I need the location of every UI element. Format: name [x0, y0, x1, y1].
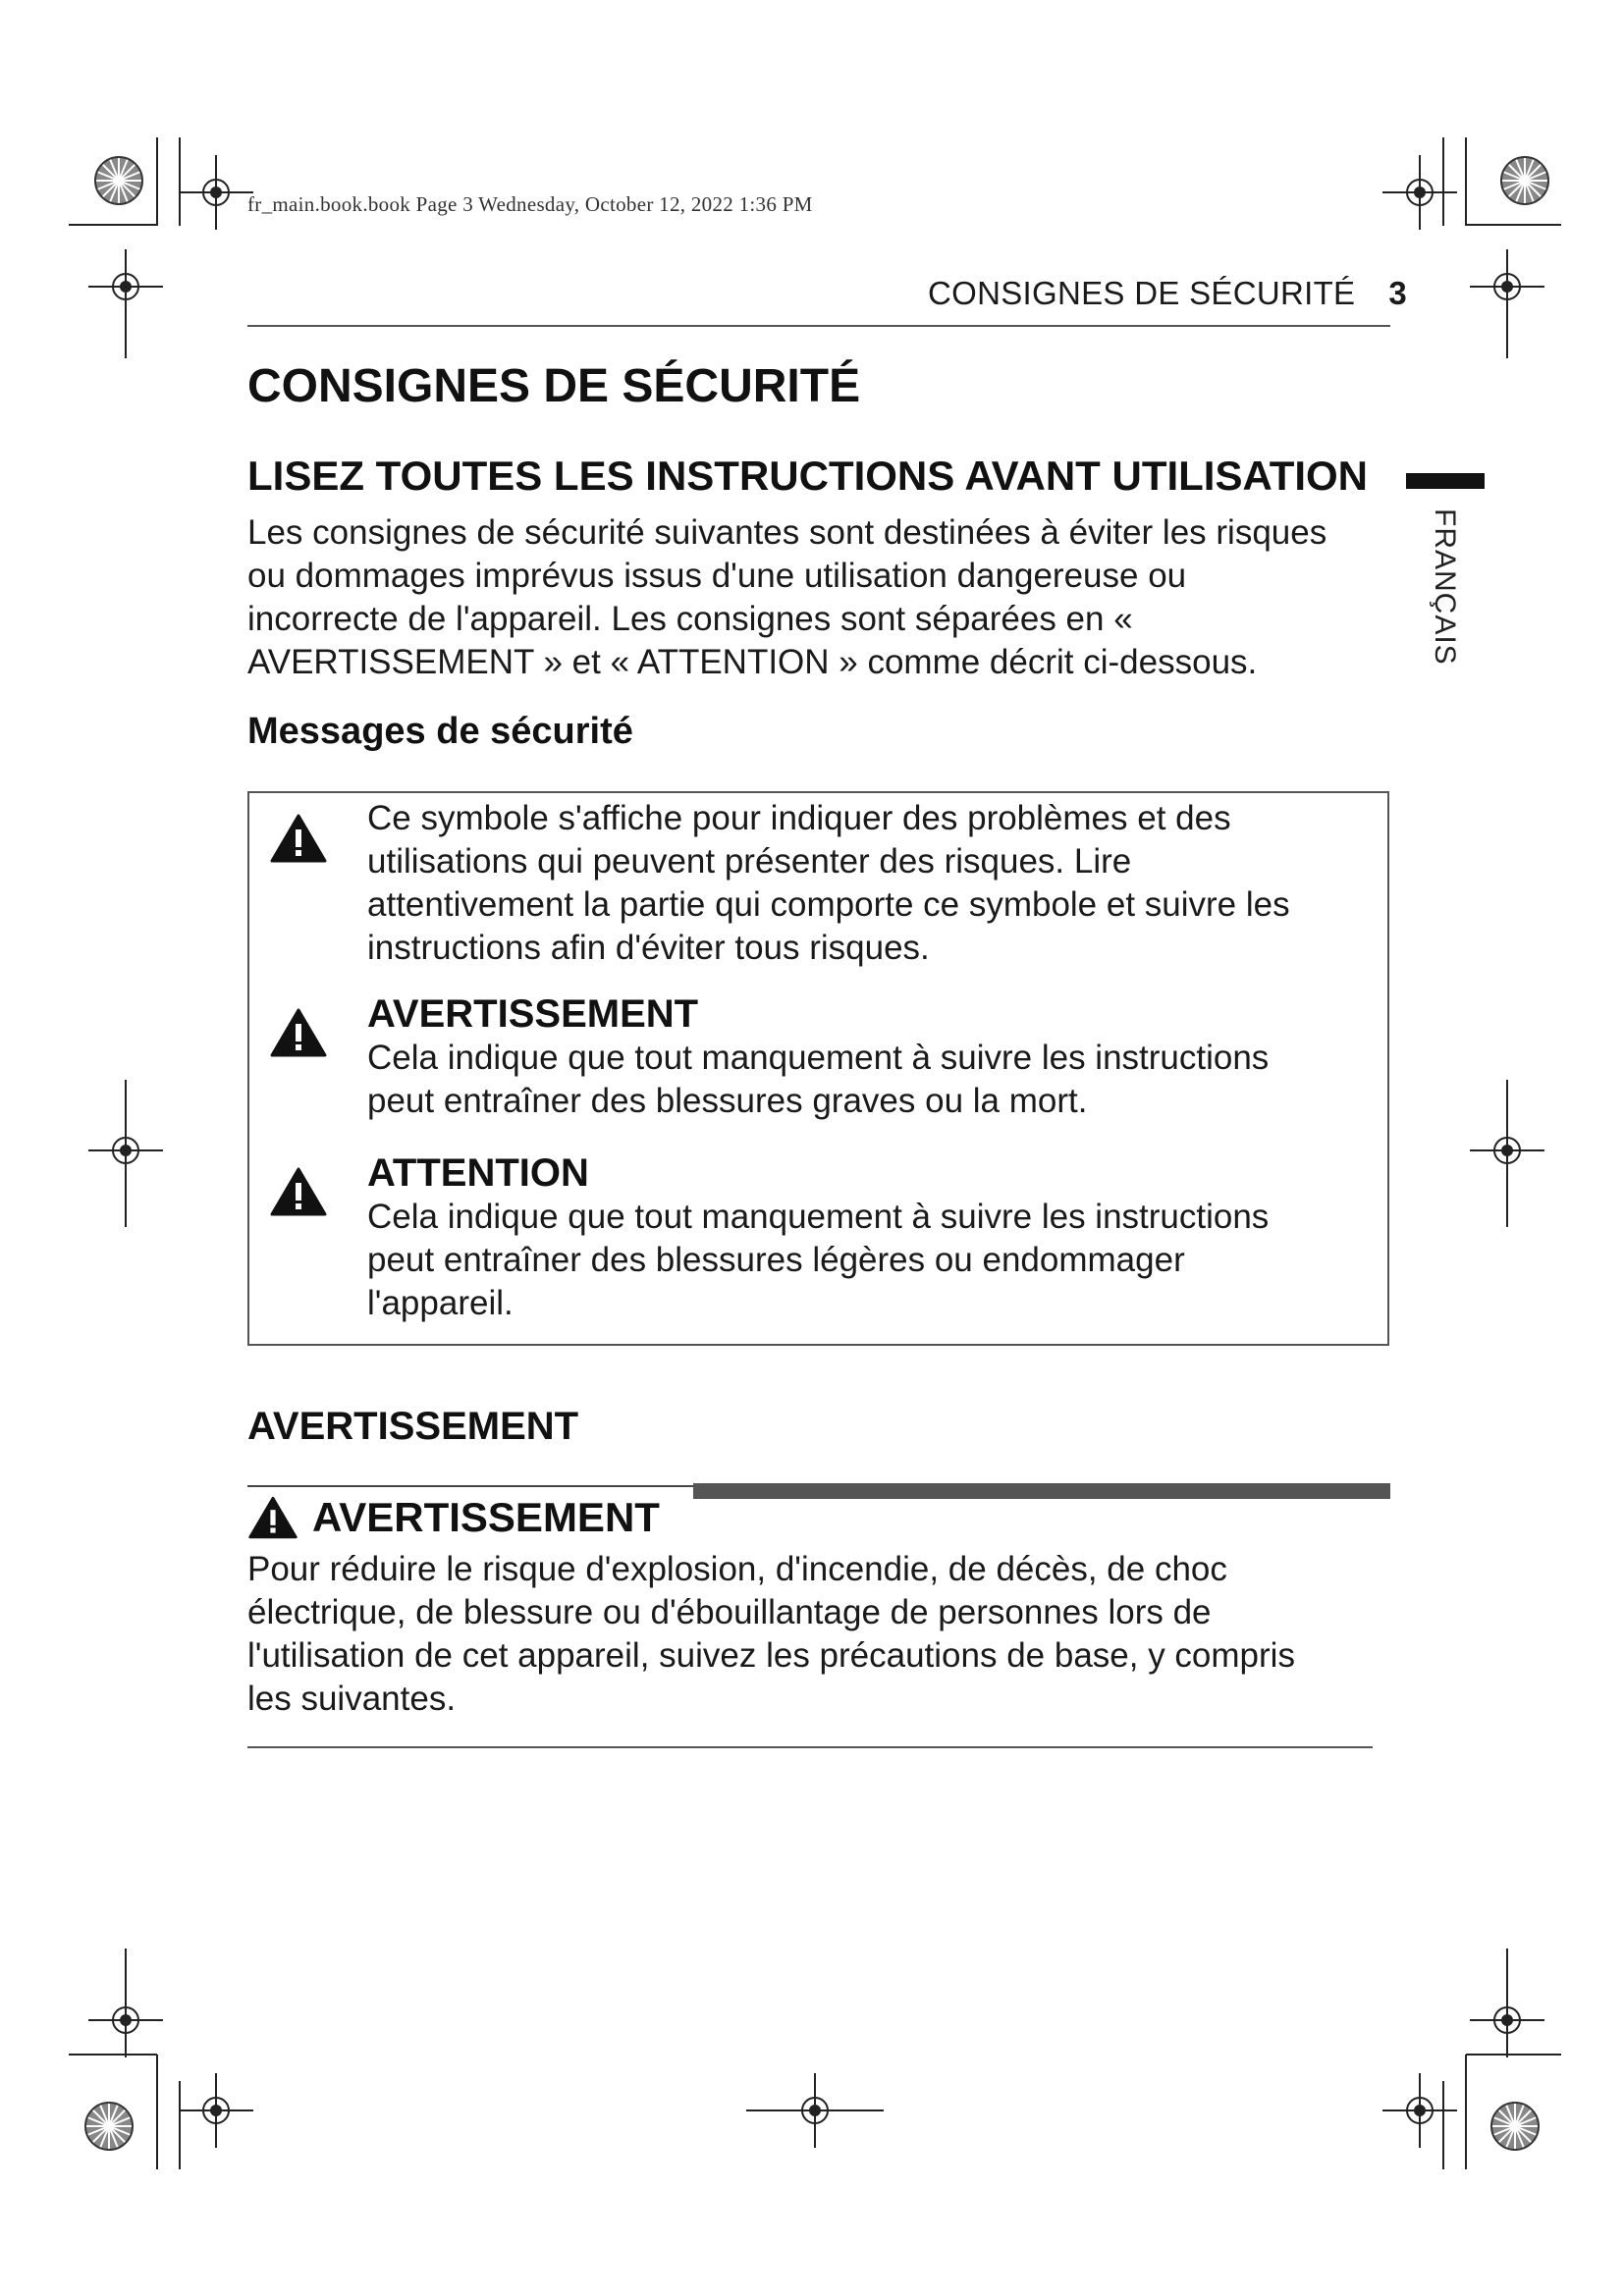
- language-tab-label: FRANÇAIS: [1429, 508, 1461, 666]
- symbol-description: [367, 797, 1290, 970]
- warning-triangle-icon: [269, 1166, 328, 1217]
- color-star-target-icon: [95, 157, 142, 204]
- registration-mark-icon: [179, 155, 253, 230]
- registration-mark-icon: [1382, 2073, 1457, 2148]
- warning-section-body: [247, 1548, 1396, 1721]
- warning-section-title: [247, 1494, 660, 1541]
- running-head-title: CONSIGNES DE SÉCURITÉ: [928, 275, 1356, 311]
- warning-triangle-icon: [269, 1007, 328, 1058]
- registration-mark-icon: [1382, 155, 1457, 230]
- intro-paragraph: [247, 511, 1396, 684]
- color-star-target-icon: [1501, 157, 1548, 204]
- page-number: 3: [1388, 275, 1408, 311]
- caution-line: Cela indique que tout manquement à suivre les instructions: [367, 1198, 1270, 1236]
- warning-line: Cela indique que tout manquement à suivre les instructions: [367, 1039, 1270, 1077]
- caution-definition: [367, 1150, 1269, 1325]
- warning-triangle-icon: [269, 813, 328, 864]
- intro-line: ou dommages imprévus issus d'une utilisation dangereuse ou: [247, 557, 1187, 595]
- warning-triangle-icon: [247, 1495, 298, 1540]
- caution-line: peut entraîner des blessures légères ou endommager: [367, 1241, 1185, 1279]
- header-rule: [247, 325, 1390, 327]
- registration-mark-icon: [179, 2073, 253, 2148]
- warning-body-line: électrique, de blessure ou d'ébouillantage de personnes lors de: [247, 1593, 1212, 1631]
- section-heading-messages: Messages de sécurité: [247, 711, 633, 752]
- warning-rule-thin: [247, 1485, 693, 1487]
- warning-definition: [367, 991, 1269, 1123]
- symbol-line: utilisations qui peuvent présenter des risques. Lire: [367, 842, 1132, 881]
- symbol-line: Ce symbole s'affiche pour indiquer des problèmes et des: [367, 799, 1231, 837]
- safety-messages-box: [247, 791, 1389, 1346]
- language-tab-bar: [1406, 473, 1485, 489]
- caution-label: ATTENTION: [367, 1151, 589, 1195]
- warning-label: AVERTISSEMENT: [367, 992, 699, 1036]
- intro-line: Les consignes de sécurité suivantes sont destinées à éviter les risques: [247, 513, 1327, 552]
- caution-line: l'appareil.: [367, 1284, 514, 1322]
- color-star-target-icon: [85, 2103, 133, 2150]
- warning-line: peut entraîner des blessures graves ou la mort.: [367, 1082, 1088, 1120]
- section-heading-avertissement: AVERTISSEMENT: [247, 1405, 579, 1448]
- warning-body-line: Pour réduire le risque d'explosion, d'incendie, de décès, de choc: [247, 1550, 1227, 1588]
- warning-body-line: les suivantes.: [247, 1680, 457, 1718]
- section-heading-read-all: LISEZ TOUTES LES INSTRUCTIONS AVANT UTILISATION: [247, 453, 1369, 499]
- symbol-line: attentivement la partie qui comporte ce symbole et suivre les: [367, 885, 1290, 924]
- print-info: fr_main.book.book Page 3 Wednesday, October 12, 2022 1:36 PM: [247, 192, 813, 216]
- page-title: CONSIGNES DE SÉCURITÉ: [247, 360, 861, 412]
- intro-line: incorrecte de l'appareil. Les consignes sont séparées en «: [247, 600, 1133, 638]
- running-head: [928, 275, 1408, 312]
- intro-line: AVERTISSEMENT » et « ATTENTION » comme décrit ci-dessous.: [247, 643, 1258, 681]
- color-star-target-icon: [1491, 2103, 1539, 2150]
- warning-section-end-rule: [247, 1746, 1373, 1748]
- warning-section-title-text: AVERTISSEMENT: [312, 1494, 660, 1540]
- warning-rule-thick: [693, 1483, 1390, 1499]
- warning-body-line: l'utilisation de cet appareil, suivez les précautions de base, y compris: [247, 1636, 1295, 1675]
- symbol-line: instructions afin d'éviter tous risques.: [367, 929, 930, 967]
